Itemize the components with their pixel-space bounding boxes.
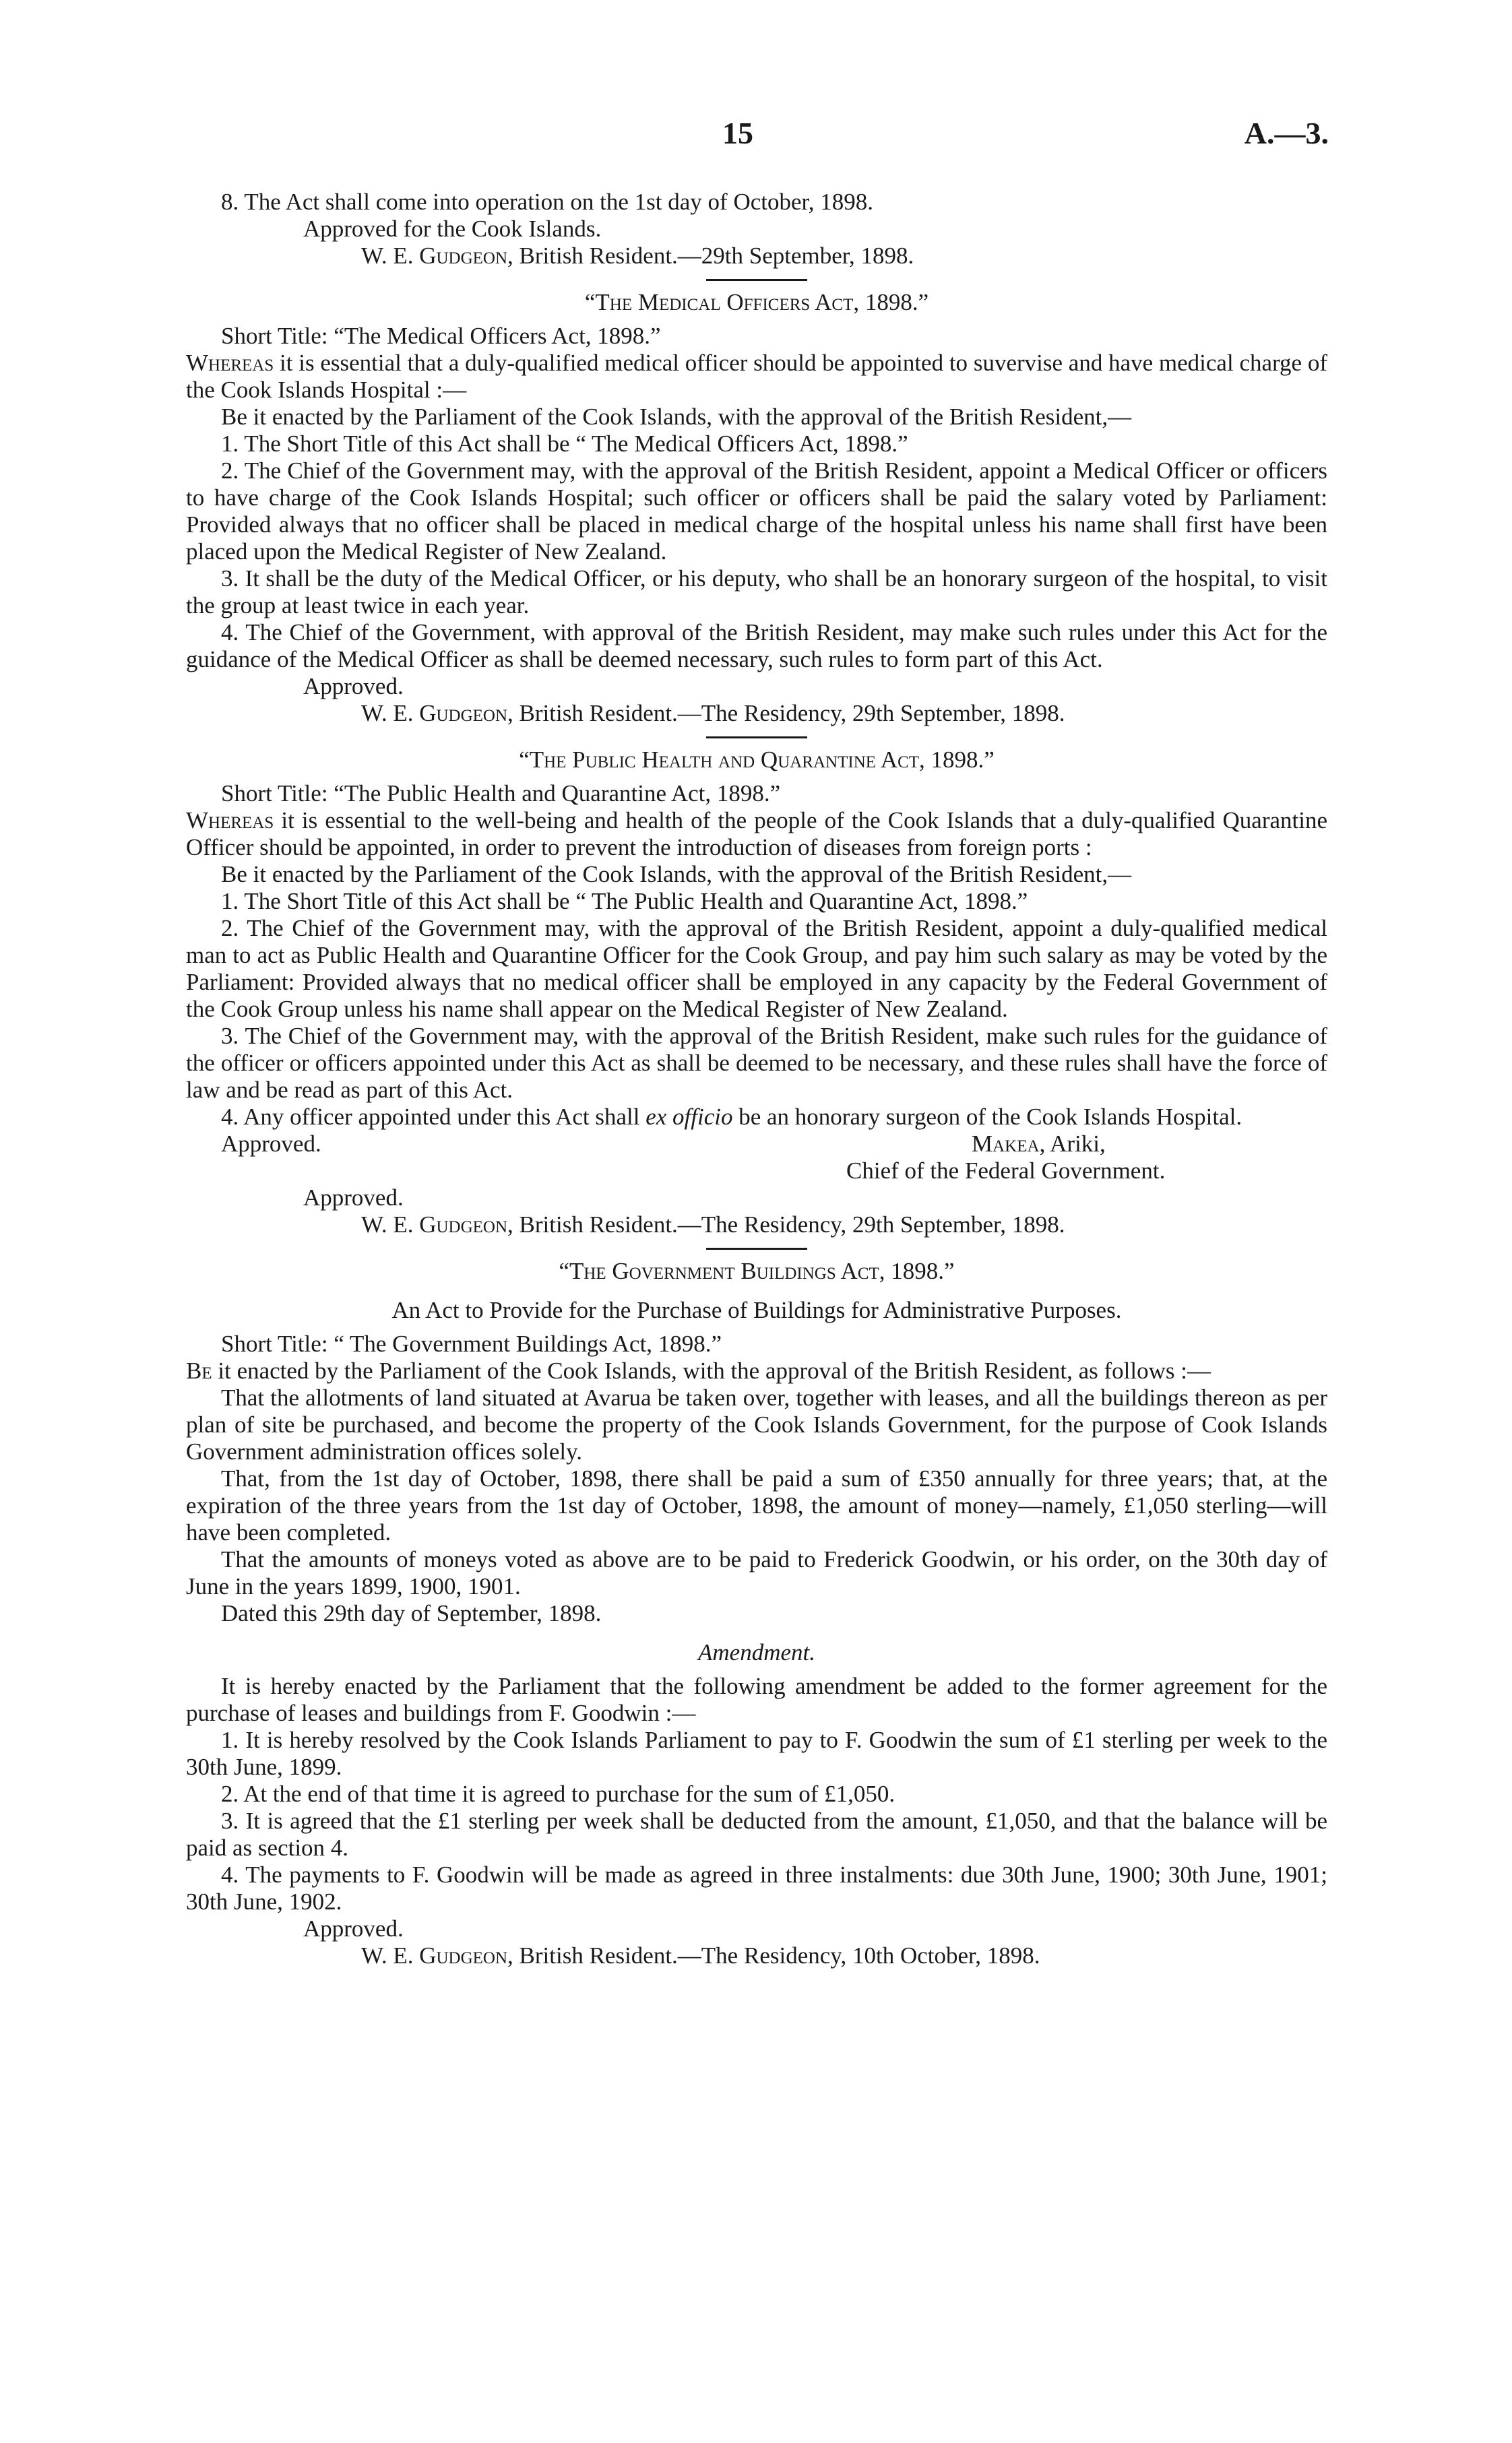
dated-line: Dated this 29th day of September, 1898. bbox=[221, 1600, 602, 1626]
signatory-title: Chief of the Federal Government. bbox=[846, 1157, 1166, 1184]
amendment-heading: Amendment. bbox=[698, 1639, 815, 1665]
signature-line: W. E. Gudgeon, British Resident.—The Residency, 29th September, 1898. bbox=[361, 700, 1065, 726]
approved-label: Approved. bbox=[303, 673, 404, 699]
act-title: “The Public Health and Quarantine Act, 1898.” bbox=[519, 747, 995, 773]
section-3: 3. The Chief of the Government may, with the approval of the British Resident, make such rules for the guidance of the officer or officers appointed under this Act as shall be deemed to be necessary, and these rules shall have the force of law and be read as part of this Act. bbox=[186, 1023, 1327, 1103]
signature-line: W. E. Gudgeon, British Resident.—29th September, 1898. bbox=[361, 243, 914, 269]
page-header bbox=[0, 116, 1512, 154]
section-1: 1. The Short Title of this Act shall be “ The Public Health and Quarantine Act, 1898.” bbox=[221, 888, 1028, 914]
act-title: “The Medical Officers Act, 1898.” bbox=[584, 289, 929, 315]
section-4: 4. Any officer appointed under this Act shall ex officio be an honorary surgeon of the Cook Islands Hospital. bbox=[221, 1104, 1242, 1130]
amendment-intro: It is hereby enacted by the Parliament that the following amendment be added to the former agreement for the purchase of leases and buildings from F. Goodwin :— bbox=[186, 1673, 1327, 1726]
approved-for: Approved for the Cook Islands. bbox=[303, 216, 602, 242]
section-2: 2. The Chief of the Government may, with the approval of the British Resident, appoint a duly-qualified medical man to act as Public Health and Quarantine Officer for the Cook Group, and pay him such salary as may be voted by the Parliament: Provided always that no medical officer shall be employed in any capacity by the Federal Government of the Cook Group unless his name shall appear on the Medical Register of New Zealand. bbox=[186, 915, 1327, 1022]
section-divider bbox=[706, 279, 807, 281]
short-title: Short Title: “The Medical Officers Act, 1898.” bbox=[221, 323, 661, 349]
short-title: Short Title: “The Public Health and Quarantine Act, 1898.” bbox=[221, 780, 781, 806]
section-divider bbox=[706, 736, 807, 738]
approved-label: Approved. bbox=[221, 1131, 321, 1157]
enacting-clause: Be it enacted by the Parliament of the Cook Islands, with the approval of the British Resident,— bbox=[221, 861, 1132, 887]
amendment-2: 2. At the end of that time it is agreed to purchase for the sum of £1,050. bbox=[221, 1781, 895, 1807]
enacting-clause: Be it enacted by the Parliament of the Cook Islands, with the approval of the British Resident,— bbox=[221, 404, 1132, 430]
section-3: 3. It shall be the duty of the Medical Officer, or his deputy, who shall be an honorary surgeon of the hospital, to visit the group at least twice in each year. bbox=[186, 565, 1327, 618]
signature-line: W. E. Gudgeon, British Resident.—The Residency, 29th September, 1898. bbox=[361, 1211, 1065, 1238]
signatory-name: Makea, Ariki, bbox=[972, 1131, 1106, 1157]
page-number: 15 bbox=[722, 116, 753, 150]
page-body bbox=[186, 189, 1327, 1969]
preamble: Whereas it is essential that a duly-qualified medical officer should be appointed to suvervise and have medical charge of the Cook Islands Hospital :— bbox=[186, 350, 1327, 403]
clause-3: That the amounts of moneys voted as above are to be paid to Frederick Goodwin, or his order, on the 30th day of June in the years 1899, 1900, 1901. bbox=[186, 1546, 1327, 1599]
preamble: Whereas it is essential to the well-being and health of the people of the Cook Islands that a duly-qualified Quarantine Officer should be appointed, in order to prevent the introduction of diseases from foreign ports : bbox=[186, 807, 1327, 860]
enacting-clause: Be it enacted by the Parliament of the Cook Islands, with the approval of the British Resident, as follows :— bbox=[186, 1358, 1211, 1384]
approved-label: Approved. bbox=[303, 1184, 404, 1211]
short-title: Short Title: “ The Government Buildings Act, 1898.” bbox=[221, 1331, 722, 1357]
act-title: “The Government Buildings Act, 1898.” bbox=[559, 1258, 955, 1284]
section-divider bbox=[706, 1248, 807, 1250]
amendment-1: 1. It is hereby resolved by the Cook Islands Parliament to pay to F. Goodwin the sum of £1 sterling per week to the 30th June, 1899. bbox=[186, 1727, 1327, 1780]
document-reference: A.—3. bbox=[1244, 116, 1329, 150]
approval-row bbox=[186, 1131, 1327, 1157]
approved-label: Approved. bbox=[303, 1915, 404, 1942]
section-8: 8. The Act shall come into operation on the 1st day of October, 1898. bbox=[221, 189, 874, 215]
section-2: 2. The Chief of the Government may, with the approval of the British Resident, appoint a Medical Officer or officers to have charge of the Cook Islands Hospital; such officer or officers shall be paid the salary voted by Parliament: Provided always that no officer shall be placed in medical charge of the hospital unless his name shall first have been placed upon the Medical Register of New Zealand. bbox=[186, 457, 1327, 565]
amendment-4: 4. The payments to F. Goodwin will be made as agreed in three instalments: due 30th June, 1900; 30th June, 1901; 30th June, 1902. bbox=[186, 1862, 1327, 1915]
act-subtitle: An Act to Provide for the Purchase of Buildings for Administrative Purposes. bbox=[391, 1297, 1122, 1323]
section-4: 4. The Chief of the Government, with approval of the British Resident, may make such rules under this Act for the guidance of the Medical Officer as shall be deemed necessary, such rules to form part of this Act. bbox=[186, 619, 1327, 672]
amendment-3: 3. It is agreed that the £1 sterling per week shall be deducted from the amount, £1,050, and that the balance will be paid as section 4. bbox=[186, 1808, 1327, 1861]
clause-1: That the allotments of land situated at Avarua be taken over, together with leases, and all the buildings thereon as per plan of site be purchased, and become the property of the Cook Islands Government, for the purpose of Cook Islands Government administration offices solely. bbox=[186, 1385, 1327, 1465]
section-1: 1. The Short Title of this Act shall be “ The Medical Officers Act, 1898.” bbox=[221, 431, 908, 457]
clause-2: That, from the 1st day of October, 1898, there shall be paid a sum of £350 annually for three years; that, at the expiration of the three years from the 1st day of October, 1898, the amount of money—namely, £1,050 sterling—will have been completed. bbox=[186, 1465, 1327, 1546]
signature-line: W. E. Gudgeon, British Resident.—The Residency, 10th October, 1898. bbox=[361, 1942, 1040, 1969]
